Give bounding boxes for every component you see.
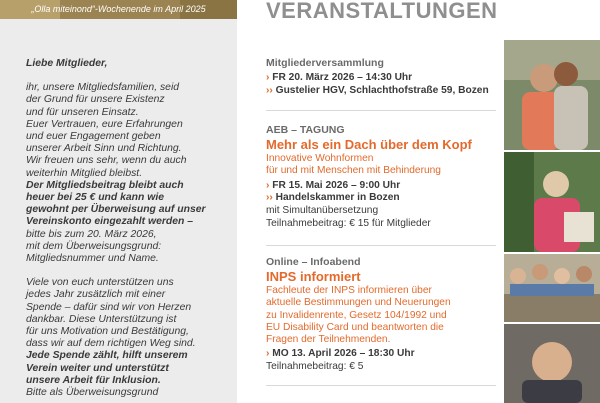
letter-line: dass wir auf dem richtigen Weg sind.: [26, 338, 196, 350]
letter-line-bold: Der Mitgliedsbeitrag bleibt auch: [26, 179, 184, 191]
event-place: [266, 192, 498, 205]
event-date: [266, 72, 498, 85]
letter-line-bold: gewohnt per Überweisung auf unser: [26, 204, 206, 216]
photo-strip: [504, 0, 600, 403]
letter-line: Euer Vertrauen, eure Erfahrungen: [26, 118, 183, 130]
event-description-line: Fragen der Teilnehmenden.: [266, 334, 391, 346]
letter-line: Spende – dafür sind wir von Herzen: [26, 301, 192, 313]
event-place-text: Gustelier HGV, Schlachthofstraße 59, Bozen: [275, 84, 489, 96]
letter-line: dankbar. Diese Unterstützung ist: [26, 313, 177, 325]
event-category: Mitgliederversammlung: [266, 57, 384, 69]
event-date-text: FR 15. Mai 2026 – 9:00 Uhr: [272, 179, 401, 191]
event-date-text: FR 20. März 2026 – 14:30 Uhr: [272, 72, 413, 83]
banner-caption: „Olla miteinond“-Wochenende im April 2025: [31, 4, 206, 14]
letter-body: [26, 58, 231, 399]
photo-embrace: [504, 40, 600, 150]
double-arrow-icon: ››: [266, 84, 273, 96]
photo-embrace-image: [504, 40, 600, 150]
letter-line-bold: heuer bei 25 € und kann wie: [26, 192, 165, 204]
event-description-line: Innovative Wohnformen: [266, 153, 374, 164]
event-inps-online: [266, 256, 498, 374]
event-description-line: zu Invalidenrente, Gesetz 104/1992 und: [266, 309, 447, 321]
letter-line-bold: Vereinskonto eingezahlt werden –: [26, 216, 194, 228]
letter-greeting: Liebe Mitglieder,: [26, 58, 108, 69]
letter-line: weiterhin Mitglied bleibst.: [26, 167, 143, 179]
divider: [266, 110, 496, 111]
event-date: [266, 180, 498, 193]
divider: [266, 385, 496, 386]
letter-line: der Grund für unsere Existenz: [26, 94, 165, 106]
arrow-icon: ›: [266, 179, 270, 191]
photo-speaker: [504, 152, 600, 252]
double-arrow-icon: ››: [266, 192, 273, 204]
letter-line: unserer Arbeit Sinn und Richtung.: [26, 143, 182, 155]
event-place-text: Handelskammer in Bozen: [275, 192, 400, 204]
photo-group-table: [504, 254, 600, 322]
event-general-assembly: [266, 57, 498, 98]
section-heading: VERANSTALTUNGEN: [266, 0, 498, 23]
letter-line: Mitgliedsnummer und Name.: [26, 253, 159, 265]
letter-line: mit dem Überweisungsgrund:: [26, 240, 162, 252]
event-category: Online – Infoabend: [266, 256, 361, 268]
event-category: AEB – TAGUNG: [266, 124, 345, 136]
arrow-icon: ›: [266, 348, 270, 360]
letter-line: für uns Motivation und Bestätigung,: [26, 326, 189, 338]
letter-line: ihr, unsere Mitgliedsfamilien, seid: [26, 82, 180, 94]
event-fee: Teilnahmebeitrag: € 15 für Mitglieder: [266, 217, 431, 229]
events-panel: [237, 0, 502, 403]
letter-line: bitte bis zum 20. März 2026,: [26, 228, 157, 240]
member-letter-panel: [0, 0, 237, 403]
event-date-text: MO 13. April 2026 – 18:30 Uhr: [272, 348, 415, 360]
photo-banner: [0, 0, 237, 19]
event-description-line: Fachleute der INPS informieren über: [266, 285, 432, 296]
event-aeb-conference: [266, 124, 498, 231]
event-title: INPS informiert: [266, 269, 361, 284]
event-title: Mehr als ein Dach über dem Kopf: [266, 137, 472, 152]
event-description-line: EU Disability Card und beantworten die: [266, 321, 444, 333]
letter-line-bold: Jede Spende zählt, hilft unserem: [26, 350, 188, 362]
event-fee: Teilnahmebeitrag: € 5: [266, 361, 364, 373]
letter-line-bold: unsere Arbeit für Inklusion.: [26, 374, 161, 386]
letter-line: und für unseren Einsatz.: [26, 106, 139, 118]
letter-line-bold: Verein weiter und unterstützt: [26, 362, 169, 374]
letter-line: jedes Jahr zusätzlich mit einer: [26, 289, 166, 301]
photo-portrait-image: [504, 324, 600, 403]
letter-line: Viele von euch unterstützen uns: [26, 277, 174, 289]
photo-speaker-image: [504, 152, 600, 252]
event-place: [266, 85, 498, 98]
event-extra: mit Simultanübersetzung: [266, 205, 379, 217]
arrow-icon: ›: [266, 72, 270, 83]
divider: [266, 245, 496, 246]
letter-line: Wir freuen uns sehr, wenn du auch: [26, 155, 187, 167]
event-date: [266, 348, 498, 361]
photo-group-table-image: [504, 254, 600, 322]
photo-portrait: [504, 324, 600, 403]
event-description-line: für und mit Menschen mit Behinderung: [266, 165, 441, 177]
letter-line: Bitte als Überweisungsgrund: [26, 387, 159, 399]
letter-line: und euer Engagement geben: [26, 131, 161, 143]
event-description-line: aktuelle Bestimmungen und Neuerungen: [266, 297, 451, 309]
